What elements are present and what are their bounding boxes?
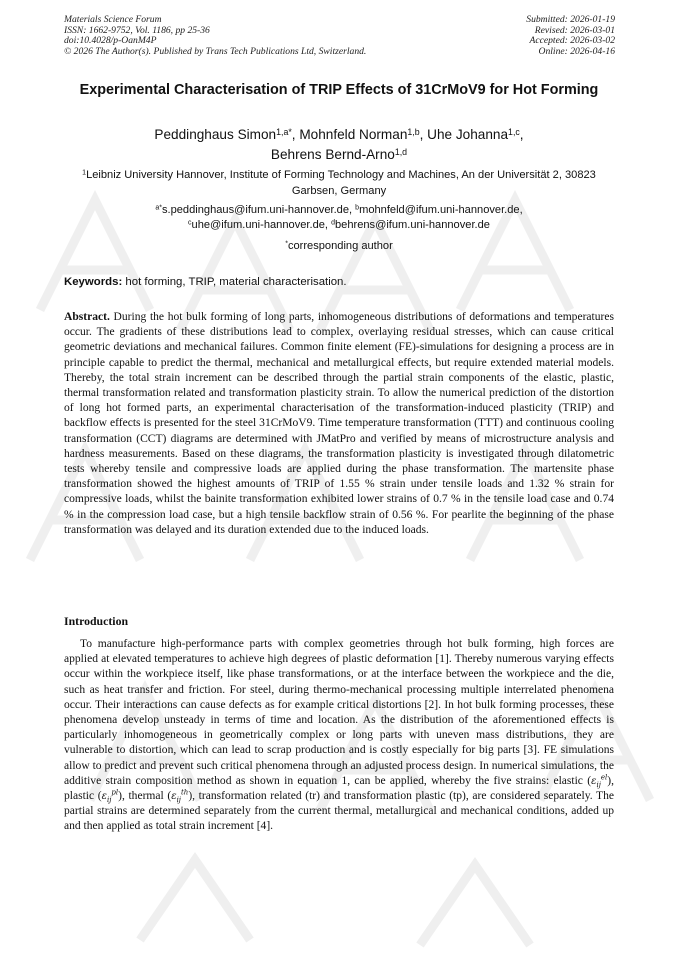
corresponding-author-note (64, 239, 614, 254)
author-name: Mohnfeld Norman (299, 127, 408, 142)
email-mark: d (331, 219, 335, 227)
index-ij: ij (596, 780, 601, 789)
index-ij: ij (176, 796, 181, 805)
section-heading-introduction: Introduction (64, 614, 129, 628)
author-affiliation-mark: 1,a* (276, 127, 292, 138)
intro-text: ), thermal ( (118, 790, 172, 803)
journal-name: Materials Science Forum (64, 14, 162, 25)
email-mark: a* (155, 204, 162, 212)
epsilon: ε (101, 791, 107, 803)
epsilon: ε (591, 775, 597, 787)
intro-text: ), plastic ( (64, 774, 614, 803)
date-submitted: Submitted: 2026-01-19 (526, 14, 615, 25)
intro-text: ), transformation related (tr) and transformation plastic (tp), are considered separately. The partial strains are determined separately from the current thermal, metallurgical and mechanical conditions, added up and then applied as total strain increment [4]. (64, 790, 614, 833)
email-address[interactable]: s.peddinghaus@ifum.uni-hannover.de, (161, 204, 356, 216)
author-separator: , (519, 127, 524, 142)
author-affiliation-mark: 1,c (508, 127, 520, 138)
abstract-label: Abstract. (64, 311, 110, 323)
email-mark: c (188, 219, 192, 227)
email-mark: b (355, 204, 360, 212)
plastic-strain-symbol (101, 788, 119, 805)
journal-doi: doi:10.4028/p-OanM4P (64, 35, 157, 47)
publication-dates (526, 15, 615, 57)
author-separator: , (291, 127, 300, 142)
paper-title: Experimental Characterisation of TRIP Effects of 31CrMoV9 for Hot Forming (79, 82, 599, 98)
affiliation (64, 168, 614, 199)
date-online: Online: 2026-04-16 (538, 45, 615, 57)
keywords (64, 275, 614, 290)
journal-issn: ISSN: 1662-9752, Vol. 1186, pp 25-36 (64, 24, 210, 36)
epsilon: ε (171, 791, 177, 803)
journal-copyright: © 2026 The Author(s). Published by Trans Tech Publications Ltd, Switzerland. (64, 45, 367, 57)
email-address[interactable]: behrens@ifum.uni-hannover.de (334, 219, 490, 231)
abstract (64, 310, 614, 538)
introduction-paragraph (64, 637, 614, 835)
author-separator: , (419, 127, 428, 142)
author-affiliation-mark: 1,d (394, 147, 408, 158)
author-name: Uhe Johanna (427, 127, 509, 142)
affiliation-text: Leibniz University Hannover, Institute of Forming Technology and Machines, An der Universität 2, 30823 Garbsen, Germany (86, 169, 596, 197)
author-emails (64, 203, 614, 233)
abstract-text: During the hot bulk forming of long parts, inhomogeneous distributions of deformations and temperatures occur. The gradients of these distributions lead to complex, overlaying residual stresses, which can cause critical geometric deviations and mechanical failures. Common finite element (FE)-simulations for designing a process are in principle capable to predict the thermal, mechanical and metallurgical effects, but require extended material models. Thereby, the total strain increment can be described through the partial strain components of the elastic, plastic, thermal transformation related and transformation plasticity strain. To allow the numerical prediction of the distortion of long hot formed parts, an experimental characterisation of the transformation-induced plasticity (TRIP) and backflow effects is presented for the steel 31CrMoV9. Time temperature transformation (TTT) and continuous cooling transformation (CCT) diagrams are determined with JMatPro and verified by means of microstructure analysis and hardness measurements. Based on these diagrams, the transformation plasticity is investigated through dilatometric tests whereby tensile and compressive loads are applied during the phase transformation. The martensite phase transformation showed the highest amounts of TRIP of 1.55 % strain under tensile loads and 1.32 % strain for compressive loads, whilst the bainite transformation exhibited lower strains of 0.7 % in the tensile load case and 0.74 % in the compression load case, but a high tensile backflow strain of 0.56 %. For pearlite the beginning of the phase transformation was delayed and its duration extended due to the induced loads. (64, 311, 614, 536)
date-revised: Revised: 2026-03-01 (534, 24, 615, 36)
author-name: Behrens Bernd-Arno (270, 147, 395, 162)
author-name: Peddinghaus Simon (154, 127, 277, 142)
corresponding-mark: * (285, 240, 288, 248)
keywords-text: hot forming, TRIP, material characterisation. (122, 276, 347, 288)
superscript-th: th (180, 788, 189, 797)
superscript-pl: pl (111, 788, 119, 797)
thermal-strain-symbol (171, 788, 189, 805)
corresponding-text: corresponding author (287, 240, 393, 252)
journal-info (64, 15, 366, 57)
date-accepted: Accepted: 2026-03-02 (529, 35, 615, 47)
keywords-label: Keywords: (64, 276, 123, 288)
affiliation-mark: 1 (82, 169, 87, 177)
email-address[interactable]: mohnfeld@ifum.uni-hannover.de, (359, 204, 523, 216)
email-address[interactable]: uhe@ifum.uni-hannover.de, (191, 219, 332, 231)
index-ij: ij (106, 796, 112, 805)
intro-text: To manufacture high-performance parts with complex geometries through hot bulk forming, high forces are applied at elevated temperatures to achieve high degrees of plastic deformation [1]. Thereby numerous varying effects occur within the workpiece itself, like phase transformations, or at the interface between the workpiece and the die, such as heat transfer and friction. For steel, during thermo-mechanical processing multiple interrelated phenomena occur. Their interactions can cause defects as for example critical distortions [2]. In hot bulk forming processes, these phenomena develop unsteady in terms of time and location. As the distribution of the aforementioned effects is particularly inhomogeneous in geometrically complex or long parts with uneven mass distributions, they are vulnerable to distortion, which can lead to scrap production and is costly especially for big parts [3]. FE simulations allow to predict and prevent such critical phenomena through an adjusted process design. In numerical simulations, the additive strain composition method as shown in equation 1, can be applied, whereby the five strains: elastic ( (64, 638, 614, 787)
author-list (64, 125, 614, 165)
elastic-strain-symbol (591, 773, 608, 789)
superscript-el: el (600, 773, 608, 782)
author-affiliation-mark: 1,b (407, 127, 420, 138)
